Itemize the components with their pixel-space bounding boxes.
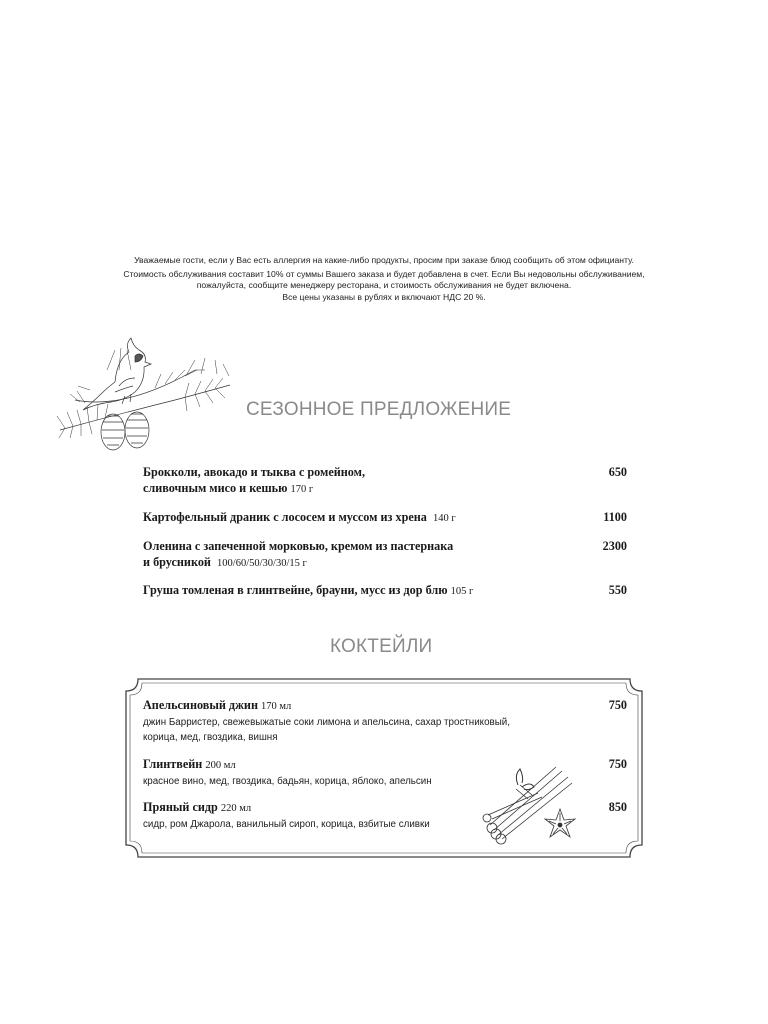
cocktail-volume: 170 мл (261, 701, 292, 712)
cocktail-name: Глинтвейн (143, 757, 203, 771)
menu-item (143, 582, 627, 600)
item-weight: 105 г (450, 586, 474, 597)
cocktail-volume: 200 мл (205, 760, 236, 771)
menu-item (143, 509, 627, 527)
cardinal-pine-icon (55, 330, 235, 460)
item-price: 550 (608, 583, 627, 597)
cocktail-ingredients: сидр, ром Джарола, ванильный сироп, корица, взбитые сливки (143, 819, 430, 830)
cocktail-ingredients: джин Барристер, свежевыжатые соки лимона и апельсина, сахар тростниковый, (143, 717, 510, 728)
notice-line-prices: Все цены указаны в рублях и включают НДС 20 %. (282, 291, 486, 302)
cocktail-name: Апельсиновый джин (143, 698, 258, 712)
item-name: Картофельный драник с лососем и муссом из хрена (143, 510, 427, 524)
cocktail-price: 750 (608, 757, 627, 771)
cocktail-ingredients: красное вино, мед, гвоздика, бадьян, корица, яблоко, апельсин (143, 776, 432, 787)
item-name: Брокколи, авокадо и тыква с ромейном, (143, 465, 365, 479)
seasonal-section-title: СЕЗОННОЕ ПРЕДЛОЖЕНИЕ (246, 399, 512, 420)
item-price: 650 (608, 465, 627, 479)
item-weight: 100/60/50/30/30/15 г (217, 558, 307, 569)
cocktail-price: 850 (608, 800, 627, 814)
cinnamon-anise-icon (478, 755, 590, 850)
menu-item (143, 538, 627, 572)
item-weight: 140 г (432, 513, 456, 524)
item-price: 1100 (603, 510, 627, 524)
item-name-cont: сливочным мисо и кешью (143, 481, 288, 495)
cocktail-price: 750 (608, 698, 627, 712)
cocktails-section-title: КОКТЕЙЛИ (330, 636, 433, 657)
notice-line-service: Стоимость обслуживания составит 10% от суммы Вашего заказа и будет добавлена в счет. Если Вы недовольны обслуживанием, (123, 268, 645, 279)
cocktail-name: Пряный сидр (143, 800, 218, 814)
item-weight: 170 г (290, 484, 314, 495)
notice-line-service-cont: пожалуйста, сообщите менеджеру ресторана, и стоимость обслуживания не будет включена. (196, 280, 572, 290)
notice-line-allergy: Уважаемые гости, если у Вас есть аллергия на какие-либо продукты, просим при заказе блюд сообщить об этом официанту. (134, 255, 634, 265)
cocktail-ingredients-cont: корица, мед, гвоздика, вишня (143, 732, 278, 743)
cocktail-item (143, 697, 627, 745)
item-name-cont: и брусникой (143, 555, 211, 569)
item-price: 2300 (602, 539, 627, 553)
item-name: Оленина с запеченной морковью, кремом из пастернака (143, 539, 454, 553)
menu-item (143, 464, 627, 498)
item-name: Груша томленая в глинтвейне, брауни, мусс из дор блю (143, 583, 448, 597)
allergy-service-notice (60, 255, 708, 303)
cocktail-volume: 220 мл (220, 803, 252, 814)
